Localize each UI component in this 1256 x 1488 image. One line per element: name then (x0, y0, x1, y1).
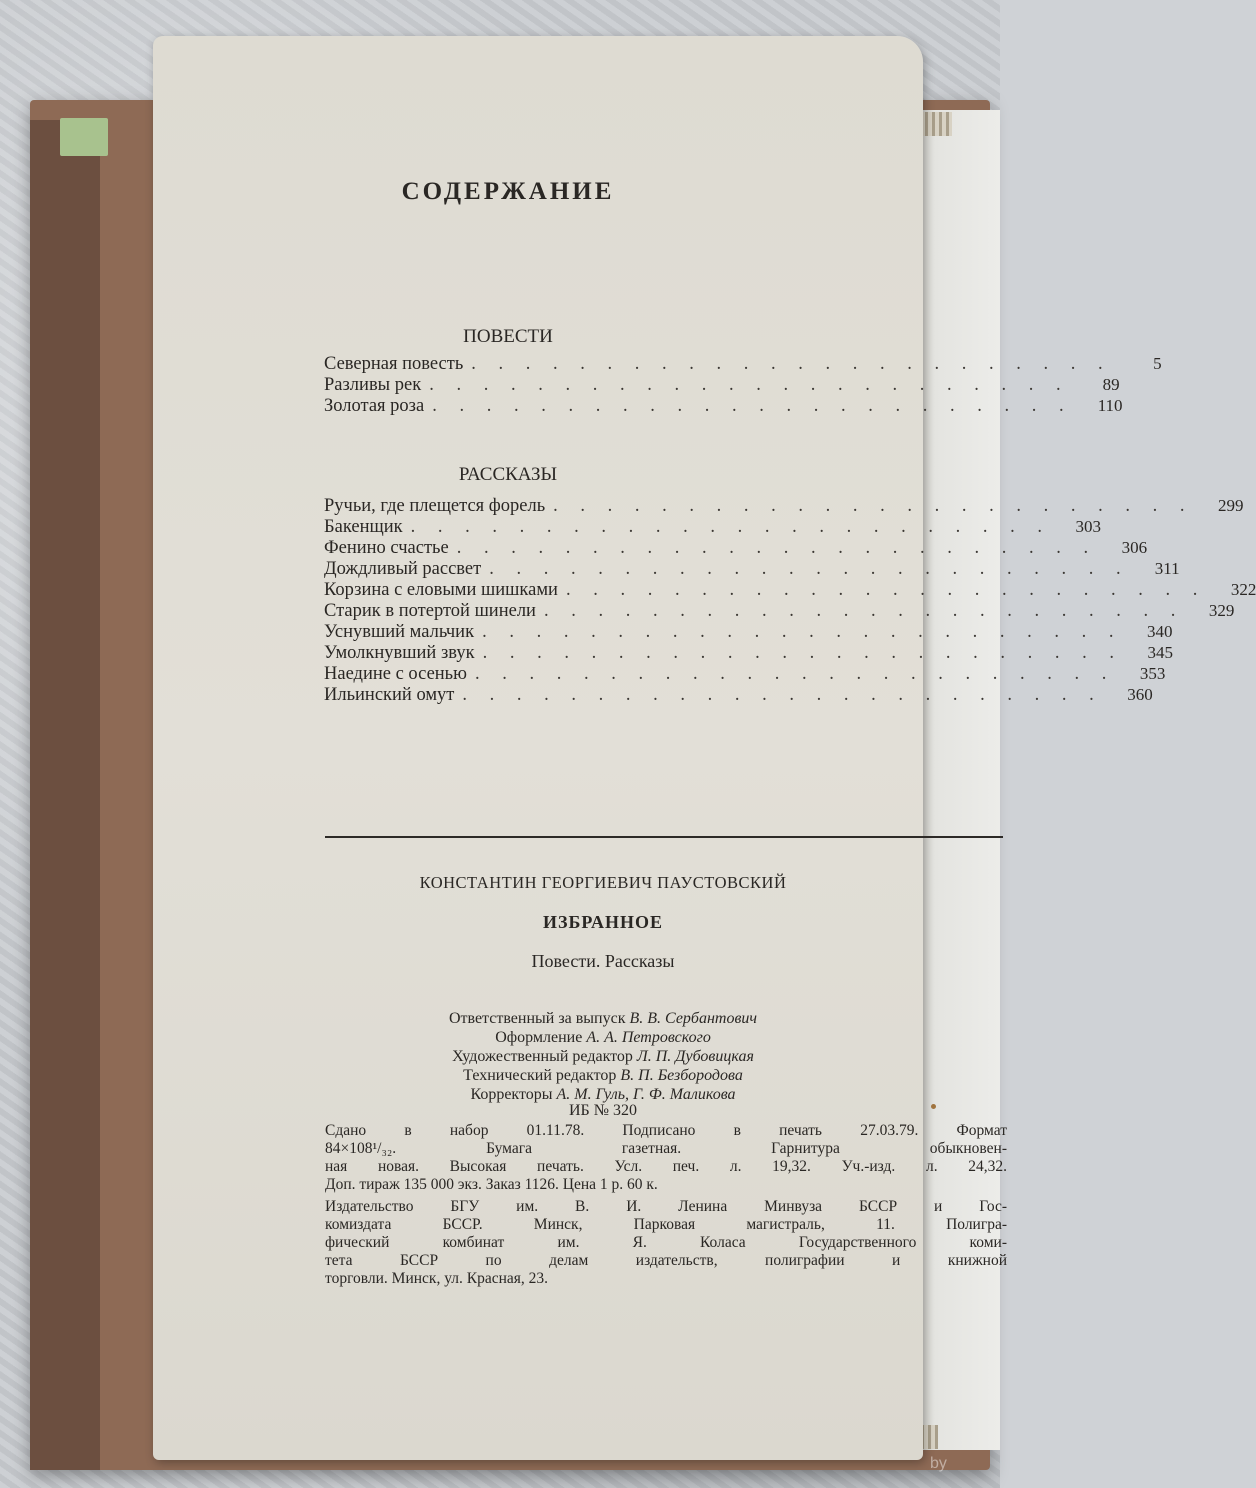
ib-number: ИБ № 320 (568, 1102, 637, 1119)
leader-dots: . . . . . . . . . . . . . . . . . . . . . . . . (565, 580, 1207, 600)
section-title-rasskazy: РАССКАЗЫ (458, 464, 558, 485)
toc-entry-page: 329 (1208, 601, 1235, 620)
credit-name: А. А. Петровского (586, 1029, 711, 1046)
leader-dots: . . . . . . . . . . . . . . . . . . . . . . . . (482, 643, 1123, 663)
toc-entry-title: Наедине с осенью (324, 664, 467, 684)
credit-line (153, 1009, 1053, 1028)
toc-entry-title: Золотая роза (324, 396, 425, 416)
credit-role: Художественный редактор (452, 1048, 633, 1065)
toc-entry-title: Дождливый рассвет (324, 559, 482, 579)
print-line: 84×108¹/₃₂. Бумага газетная. Гарнитура обыкновен- (325, 1140, 1007, 1157)
leader-dots: . . . . . . . . . . . . . . . . . . . . . . . . (462, 685, 1103, 705)
toc-entry-page: 303 (1075, 517, 1101, 536)
toc-entry-title: Разливы рек (324, 375, 422, 395)
toc-entry-page: 89 (1102, 375, 1120, 394)
book-title: ИЗБРАННОЕ (542, 912, 664, 932)
leader-dots: . . . . . . . . . . . . . . . . . . . . . . . . (456, 538, 1098, 558)
credit-name: А. М. Гуль, Г. Ф. Маликова (556, 1086, 736, 1103)
spine-band (60, 118, 108, 156)
toc-entry[interactable] (324, 396, 1123, 417)
toc-entry-page: 360 (1127, 685, 1153, 704)
credit-line (153, 1028, 1053, 1047)
toc-entry[interactable] (324, 580, 1256, 601)
leader-dots: . . . . . . . . . . . . . . . . . . . . . . . . (471, 354, 1112, 374)
paper-spot (931, 1104, 936, 1109)
leader-dots: . . . . . . . . . . . . . . . . . . . . . . . . (474, 664, 1116, 684)
toc-entry-title: Ильинский омут (324, 685, 455, 705)
leader-dots: . . . . . . . . . . . . . . . . . . . . . . . . (553, 496, 1194, 516)
print-line: Сдано в набор 01.11.78. Подписано в печать 27.03.79. Формат (325, 1122, 1007, 1139)
toc-entry-page: 353 (1139, 664, 1166, 683)
credit-name: В. П. Безбородова (620, 1067, 743, 1084)
publisher-line: торговли. Минск, ул. Красная, 23. (325, 1270, 549, 1287)
toc-list-povesti (324, 354, 1162, 417)
contents-heading: СОДЕРЖАНИЕ (401, 178, 615, 205)
toc-entry-title: Фенино счастье (324, 538, 449, 558)
divider-rule (325, 836, 1003, 838)
toc-entry[interactable] (324, 643, 1173, 664)
toc-entry[interactable] (324, 375, 1120, 396)
toc-entry-title: Уснувший мальчик (324, 622, 475, 642)
leader-dots: . . . . . . . . . . . . . . . . . . . . . . . . (543, 601, 1185, 621)
leader-dots: . . . . . . . . . . . . . . . . . . . . . . . . (429, 375, 1070, 395)
publisher-line: фический комбинат им. Я. Коласа Государственного коми- (325, 1234, 1007, 1251)
credit-name: Л. П. Дубовицкая (636, 1048, 754, 1065)
credit-line (153, 1047, 1053, 1066)
credit-role: Ответственный за выпуск (448, 1010, 626, 1027)
toc-entry[interactable] (324, 538, 1148, 559)
watermark: by (930, 1455, 947, 1472)
cover-edge (30, 120, 100, 1470)
toc-entry-page: 311 (1154, 559, 1180, 578)
toc-entry-title: Ручьи, где плещется форель (324, 496, 546, 516)
credits-block (153, 1009, 1053, 1104)
toc-entry-title: Корзина с еловыми шишками (324, 580, 558, 600)
print-details (325, 1122, 1007, 1194)
toc-entry[interactable] (324, 559, 1180, 580)
book-subtitle: Повести. Рассказы (531, 951, 675, 971)
publisher-line: тета БССР по делам издательств, полиграфии и книжной (325, 1252, 1007, 1269)
print-line: ная новая. Высокая печать. Усл. печ. л. 19,32. Уч.-изд. л. 24,32. (325, 1158, 1007, 1175)
toc-entry[interactable] (324, 601, 1235, 622)
toc-entry[interactable] (324, 496, 1244, 517)
toc-entry-title: Бакенщик (324, 517, 403, 537)
toc-list-rasskazy (324, 496, 1256, 706)
leader-dots: . . . . . . . . . . . . . . . . . . . . . . . . (432, 396, 1073, 416)
toc-entry[interactable] (324, 664, 1166, 685)
credit-line (153, 1066, 1053, 1085)
publisher-details (325, 1198, 1007, 1288)
publisher-line: Издательство БГУ им. В. И. Ленина Минвуза БССР и Гос- (325, 1198, 1007, 1215)
leader-dots: . . . . . . . . . . . . . . . . . . . . . . . . (489, 559, 1130, 579)
credit-role: Корректоры (470, 1086, 553, 1103)
toc-entry-title: Старик в потертой шинели (324, 601, 536, 621)
print-line: Доп. тираж 135 000 экз. Заказ 1126. Цена 1 р. 60 к. (325, 1176, 658, 1193)
toc-entry[interactable] (324, 354, 1162, 375)
toc-entry-page: 299 (1218, 496, 1244, 515)
leader-dots: . . . . . . . . . . . . . . . . . . . . . . . . (410, 517, 1051, 537)
leader-dots: . . . . . . . . . . . . . . . . . . . . . . . . (482, 622, 1123, 642)
section-title-povesti: ПОВЕСТИ (463, 326, 553, 347)
credit-role: Оформление (495, 1029, 583, 1046)
toc-entry-page: 5 (1153, 354, 1162, 373)
toc-entry[interactable] (324, 685, 1153, 706)
book-page (153, 36, 1256, 1460)
toc-entry[interactable] (324, 622, 1173, 643)
author-name: КОНСТАНТИН ГЕОРГИЕВИЧ ПАУСТОВСКИЙ (419, 873, 787, 892)
toc-entry-page: 322 (1230, 580, 1256, 599)
credit-name: В. В. Сербантович (629, 1010, 758, 1027)
toc-entry-title: Умолкнувший звук (324, 643, 475, 663)
toc-entry-page: 345 (1147, 643, 1173, 662)
publisher-line: комиздата БССР. Минск, Парковая магистраль, 11. Полигра- (325, 1216, 1007, 1233)
toc-entry-page: 110 (1097, 396, 1123, 415)
toc-entry-title: Северная повесть (324, 354, 464, 374)
credit-role: Технический редактор (463, 1067, 617, 1084)
toc-entry-page: 306 (1121, 538, 1148, 557)
toc-entry[interactable] (324, 517, 1101, 538)
toc-entry-page: 340 (1146, 622, 1173, 641)
